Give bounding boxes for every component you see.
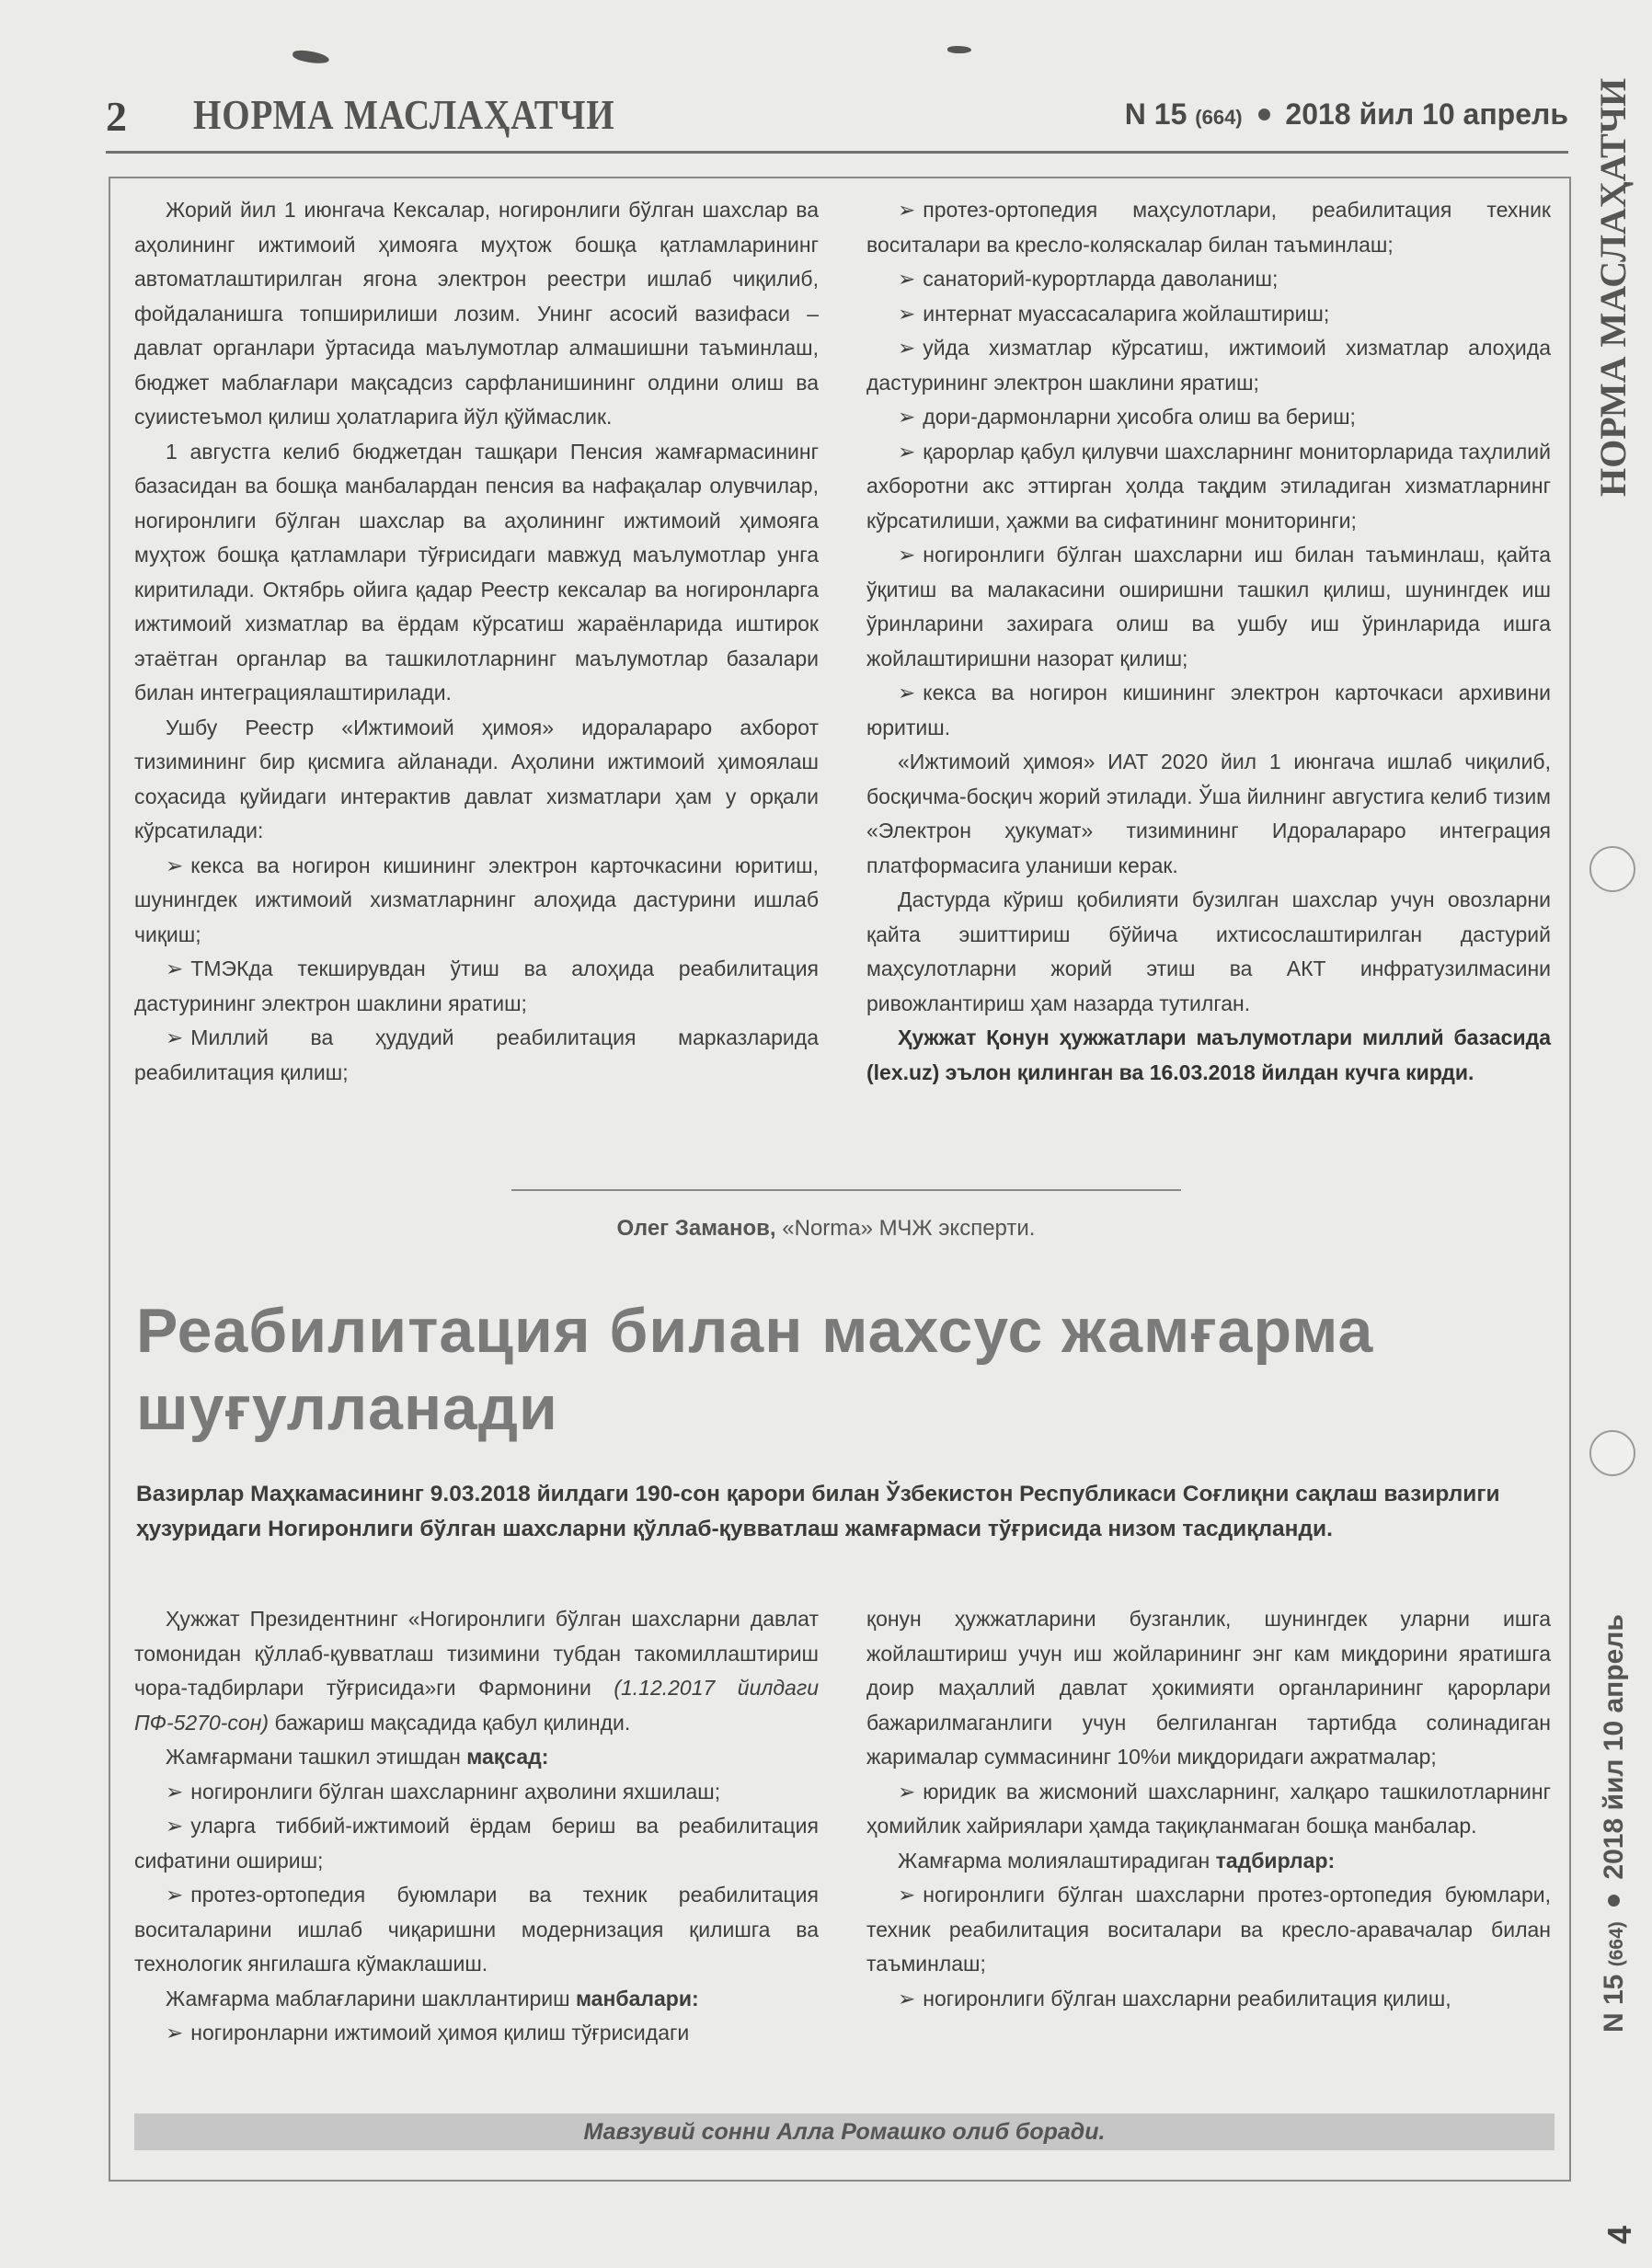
paragraph: қонун ҳужжатларини бузганлик, шунингдек уларни ишга жойлаштириш учун иш жойларининг энг кам миқдорини яратишга доир маҳаллий давлат ҳокимияти органларининг қарорлари бажарилмаганлиги учун белгиланган тартибда солинадиган жарималар суммасининг 10%и миқдоридаги ажратмалар; — [866, 1607, 1551, 1769]
article-title: Реабилитация билан махсус жамғарма шуғулланади — [136, 1296, 1374, 1443]
list-item: ➢ протез-ортопедия буюмлари ва техник реабилитация воситаларини ишлаб чиқаришни модернизация қилишга ва технологик янгилашга кўмаклашиш. — [134, 1883, 819, 1976]
triangle-bullet-icon: ➢ — [898, 681, 916, 704]
triangle-bullet-icon: ➢ — [166, 956, 184, 980]
list-item: ➢ ногиронлиги бўлган шахсларнинг аҳволини яхшилаш; — [166, 1779, 721, 1804]
list-item: ➢ уларга тиббий-ижтимоий ёрдам бериш ва реабилитация сифатини ошириш; — [134, 1814, 819, 1873]
paragraph: Ушбу Реестр «Ижтимоий ҳимоя» идоралараро ахборот тизимининг бир қисмига айланади. Аҳолини ижтимоий ҳимоялаш соҳасида қуйидаги интерактив давлат хизматлари ҳам у орқали кўрсатилади: — [134, 715, 819, 842]
issue-number: N 15 — [1124, 97, 1187, 131]
list-item: ➢ ногиронларни ижтимоий ҳимоя қилиш тўғрисидаги — [166, 2021, 690, 2045]
article1-right-column — [866, 193, 1551, 1090]
triangle-bullet-icon: ➢ — [898, 267, 916, 291]
triangle-bullet-icon: ➢ — [166, 853, 184, 877]
triangle-bullet-icon: ➢ — [898, 543, 916, 567]
decree-reference: (1.12.2017 йилдаги ПФ-5270-сон) — [134, 1676, 819, 1735]
closing-note: Ҳужжат Қонун ҳужжатлари маълумотлари миллий базасида (lex.uz) эълон қилинган ва 16.03.2018 йилдан кучга кирди. — [866, 1025, 1551, 1084]
article2-right-column — [866, 1602, 1551, 2016]
page-header — [106, 85, 1568, 154]
paragraph: Жамғарма молиялаштирадиган тадбирлар: — [898, 1848, 1336, 1873]
issue-date: 2018 йил 10 апрель — [1285, 97, 1568, 131]
triangle-bullet-icon: ➢ — [898, 198, 916, 222]
list-item: ➢ дори-дармонларни ҳисобга олиш ва бериш; — [898, 405, 1356, 429]
paragraph: 1 августга келиб бюджетдан ташқари Пенсия жамғармасининг базасидан ва бошқа манбалардан пенсия ва нафақалар олувчилар, ногиронлиги бўлган шахслар ва аҳолининг ижтимоий ҳимояга муҳтож бошқа қатламлари тўғрисидаги мавжуд маълумотлар унга киритилади. Октябрь ойига қадар Реестр кексалар ва ногиронларга ижтимоий хизматлар ва ёрдам кўрсатиш жараёнларида иштирок этаётган органлар ва ташкилотларнинг маълумотлар базалари билан интеграциялаштирилади. — [134, 439, 819, 704]
author-name: Олег Заманов, — [616, 1216, 776, 1241]
list-item: ➢ ногиронлиги бўлган шахсларни реабилитация қилиш, — [898, 1986, 1451, 2010]
list-item: ➢ уйда хизматлар кўрсатиш, ижтимоий хизматлар алоҳида дастурининг электрон шаклини яратиш; — [866, 336, 1551, 395]
triangle-bullet-icon: ➢ — [898, 1883, 916, 1907]
list-item: ➢ кекса ва ногирон кишининг электрон карточкаси архивини юритиш. — [866, 681, 1551, 739]
paragraph: Жорий йил 1 июнгача Кексалар, ногиронлиги бўлган шахслар ва аҳолининг ижтимоий ҳимояга муҳтож бошқа қатламларининг автоматлаштирилган ягона электрон реестри ишлаб чиқилиб, фойдаланишга топширилиши лозим. Унинг асосий вазифаси – давлат органлари ўртасида маълумотлар алмашишни таъминлаш, бюджет маблағлари мақсадсиз сарфланишининг олдини олиш ва суиистеъмол қилиш ҳолатларига йўл қўймаслик. — [134, 198, 819, 429]
triangle-bullet-icon: ➢ — [898, 301, 916, 326]
issue-info — [1125, 97, 1568, 132]
bullet-dot-icon — [1258, 109, 1270, 120]
side-masthead: НОРМА МАСЛАҲАТЧИ — [1592, 77, 1634, 497]
bullet-dot-icon — [1608, 1895, 1620, 1907]
paragraph: Жамғарма маблағларини шакллантириш манбалари: — [166, 1986, 699, 2010]
list-item: ➢ ТМЭКда текширувдан ўтиш ва алоҳида реабилитация дастурининг электрон шаклини яратиш; — [134, 956, 819, 1015]
paragraph: Дастурда кўриш қобилияти бузилган шахслар учун овозларни қайта эшиттириш бўйича ихтисослаштирилган дастурий маҳсулотларни жорий этиш ва АКТ инфратузилмасини ривожлантириш ҳам назарда тутилган. — [866, 888, 1551, 1015]
triangle-bullet-icon: ➢ — [166, 1025, 184, 1049]
list-item: ➢ ногиронлиги бўлган шахсларни иш билан таъминлаш, қайта ўқитиш ва малакасини оширишни ташкил қилиш, шунингдек иш ўринларини захирага олиш ва ушбу иш ўринларида ишга жойлаштиришни назорат қилиш; — [866, 543, 1551, 670]
triangle-bullet-icon: ➢ — [898, 1986, 916, 2010]
list-item: ➢ қарорлар қабул қилувчи шахсларнинг мониторларида таҳлилий ахборотни акс эттирган ҳолда тақдим этиладиган хизматларнинг кўрсатилиши, ҳажми ва сифатининг мониторинги; — [866, 439, 1551, 533]
list-item: ➢ кекса ва ногирон кишининг электрон карточкасини юритиш, шунингдек ижтимоий хизматларнинг алоҳида дастурини ишлаб чиқиш; — [134, 853, 819, 946]
author-role: «Norma» МЧЖ эксперти. — [782, 1216, 1036, 1241]
divider — [511, 1189, 1181, 1191]
binder-hole-icon — [1589, 846, 1635, 892]
triangle-bullet-icon: ➢ — [166, 1883, 184, 1907]
paragraph: Ҳужжат Президентнинг «Ногиронлиги бўлган шахсларни давлат томонидан қўллаб-қувватлаш тизимини тубдан такомиллаштириш чора-тадбирлари тўғрисида»ги Фармонини (1.12.2017 йилдаги ПФ-5270-сон) бажариш мақсадида қабул қилинди. — [134, 1607, 819, 1735]
side-margin — [1575, 77, 1652, 2244]
paragraph: «Ижтимоий ҳимоя» ИАТ 2020 йил 1 июнгача ишлаб чиқилиб, босқичма-босқич жорий этилади. Ўша йилнинг августига келиб тизим «Электрон ҳукумат» тизимининг Идоралараро интеграция платформасига уланиши керак. — [866, 750, 1551, 877]
list-item: ➢ юридик ва жисмоний шахсларнинг, халқаро ташкилотларнинг ҳомийлик хайриялари ҳамда тақиқланмаган бошқа манбалар. — [866, 1779, 1551, 1838]
triangle-bullet-icon: ➢ — [166, 2021, 184, 2045]
footer-note: Мавзувий сонни Алла Ромашко олиб боради. — [134, 2113, 1554, 2150]
triangle-bullet-icon: ➢ — [166, 1779, 184, 1804]
print-smudge — [947, 46, 971, 53]
triangle-bullet-icon: ➢ — [166, 1814, 184, 1838]
list-item: ➢ Миллий ва ҳудудий реабилитация марказларида реабилитация қилиш; — [134, 1025, 819, 1084]
binder-hole-icon — [1589, 1430, 1635, 1476]
triangle-bullet-icon: ➢ — [898, 1779, 916, 1804]
triangle-bullet-icon: ➢ — [898, 439, 916, 464]
list-item: ➢ интернат муассасаларига жойлаштириш; — [898, 301, 1330, 326]
article-lead: Вазирлар Маҳкамасининг 9.03.2018 йилдаги 190-сон қарори билан Ўзбекистон Республикаси Соғлиқни сақлаш вазирлиги ҳузуридаги Ногиронлиги бўлган шахсларни қўллаб-қувватлаш жамғармаси тўғрисида низом тасдиқланди. — [136, 1482, 1500, 1541]
page-number: 2 — [106, 93, 127, 140]
article1-left-column — [134, 193, 819, 1090]
side-page-number: 4 — [1600, 2225, 1638, 2244]
list-item: ➢ протез-ортопедия маҳсулотлари, реабилитация техник воситалари ва кресло-коляскалар билан таъминлаш; — [866, 198, 1551, 257]
side-issue-info: N 15 (664) 2018 йил 10 апрель — [1599, 1614, 1629, 2033]
issue-sub: (664) — [1195, 106, 1243, 129]
list-item: ➢ санаторий-курортларда даволаниш; — [898, 267, 1279, 291]
paragraph: Жамғармани ташкил этишдан мақсад: — [166, 1745, 549, 1769]
author-credit — [0, 1216, 1652, 1242]
triangle-bullet-icon: ➢ — [898, 405, 916, 429]
triangle-bullet-icon: ➢ — [898, 336, 916, 360]
masthead: НОРМА МАСЛАҲАТЧИ — [193, 91, 615, 138]
list-item: ➢ ногиронлиги бўлган шахсларни протез-ортопедия буюмлари, техник реабилитация воситалари ва кресло-аравачалар билан таъминлаш; — [866, 1883, 1551, 1976]
article2-left-column — [134, 1602, 819, 2051]
print-smudge — [292, 49, 329, 64]
